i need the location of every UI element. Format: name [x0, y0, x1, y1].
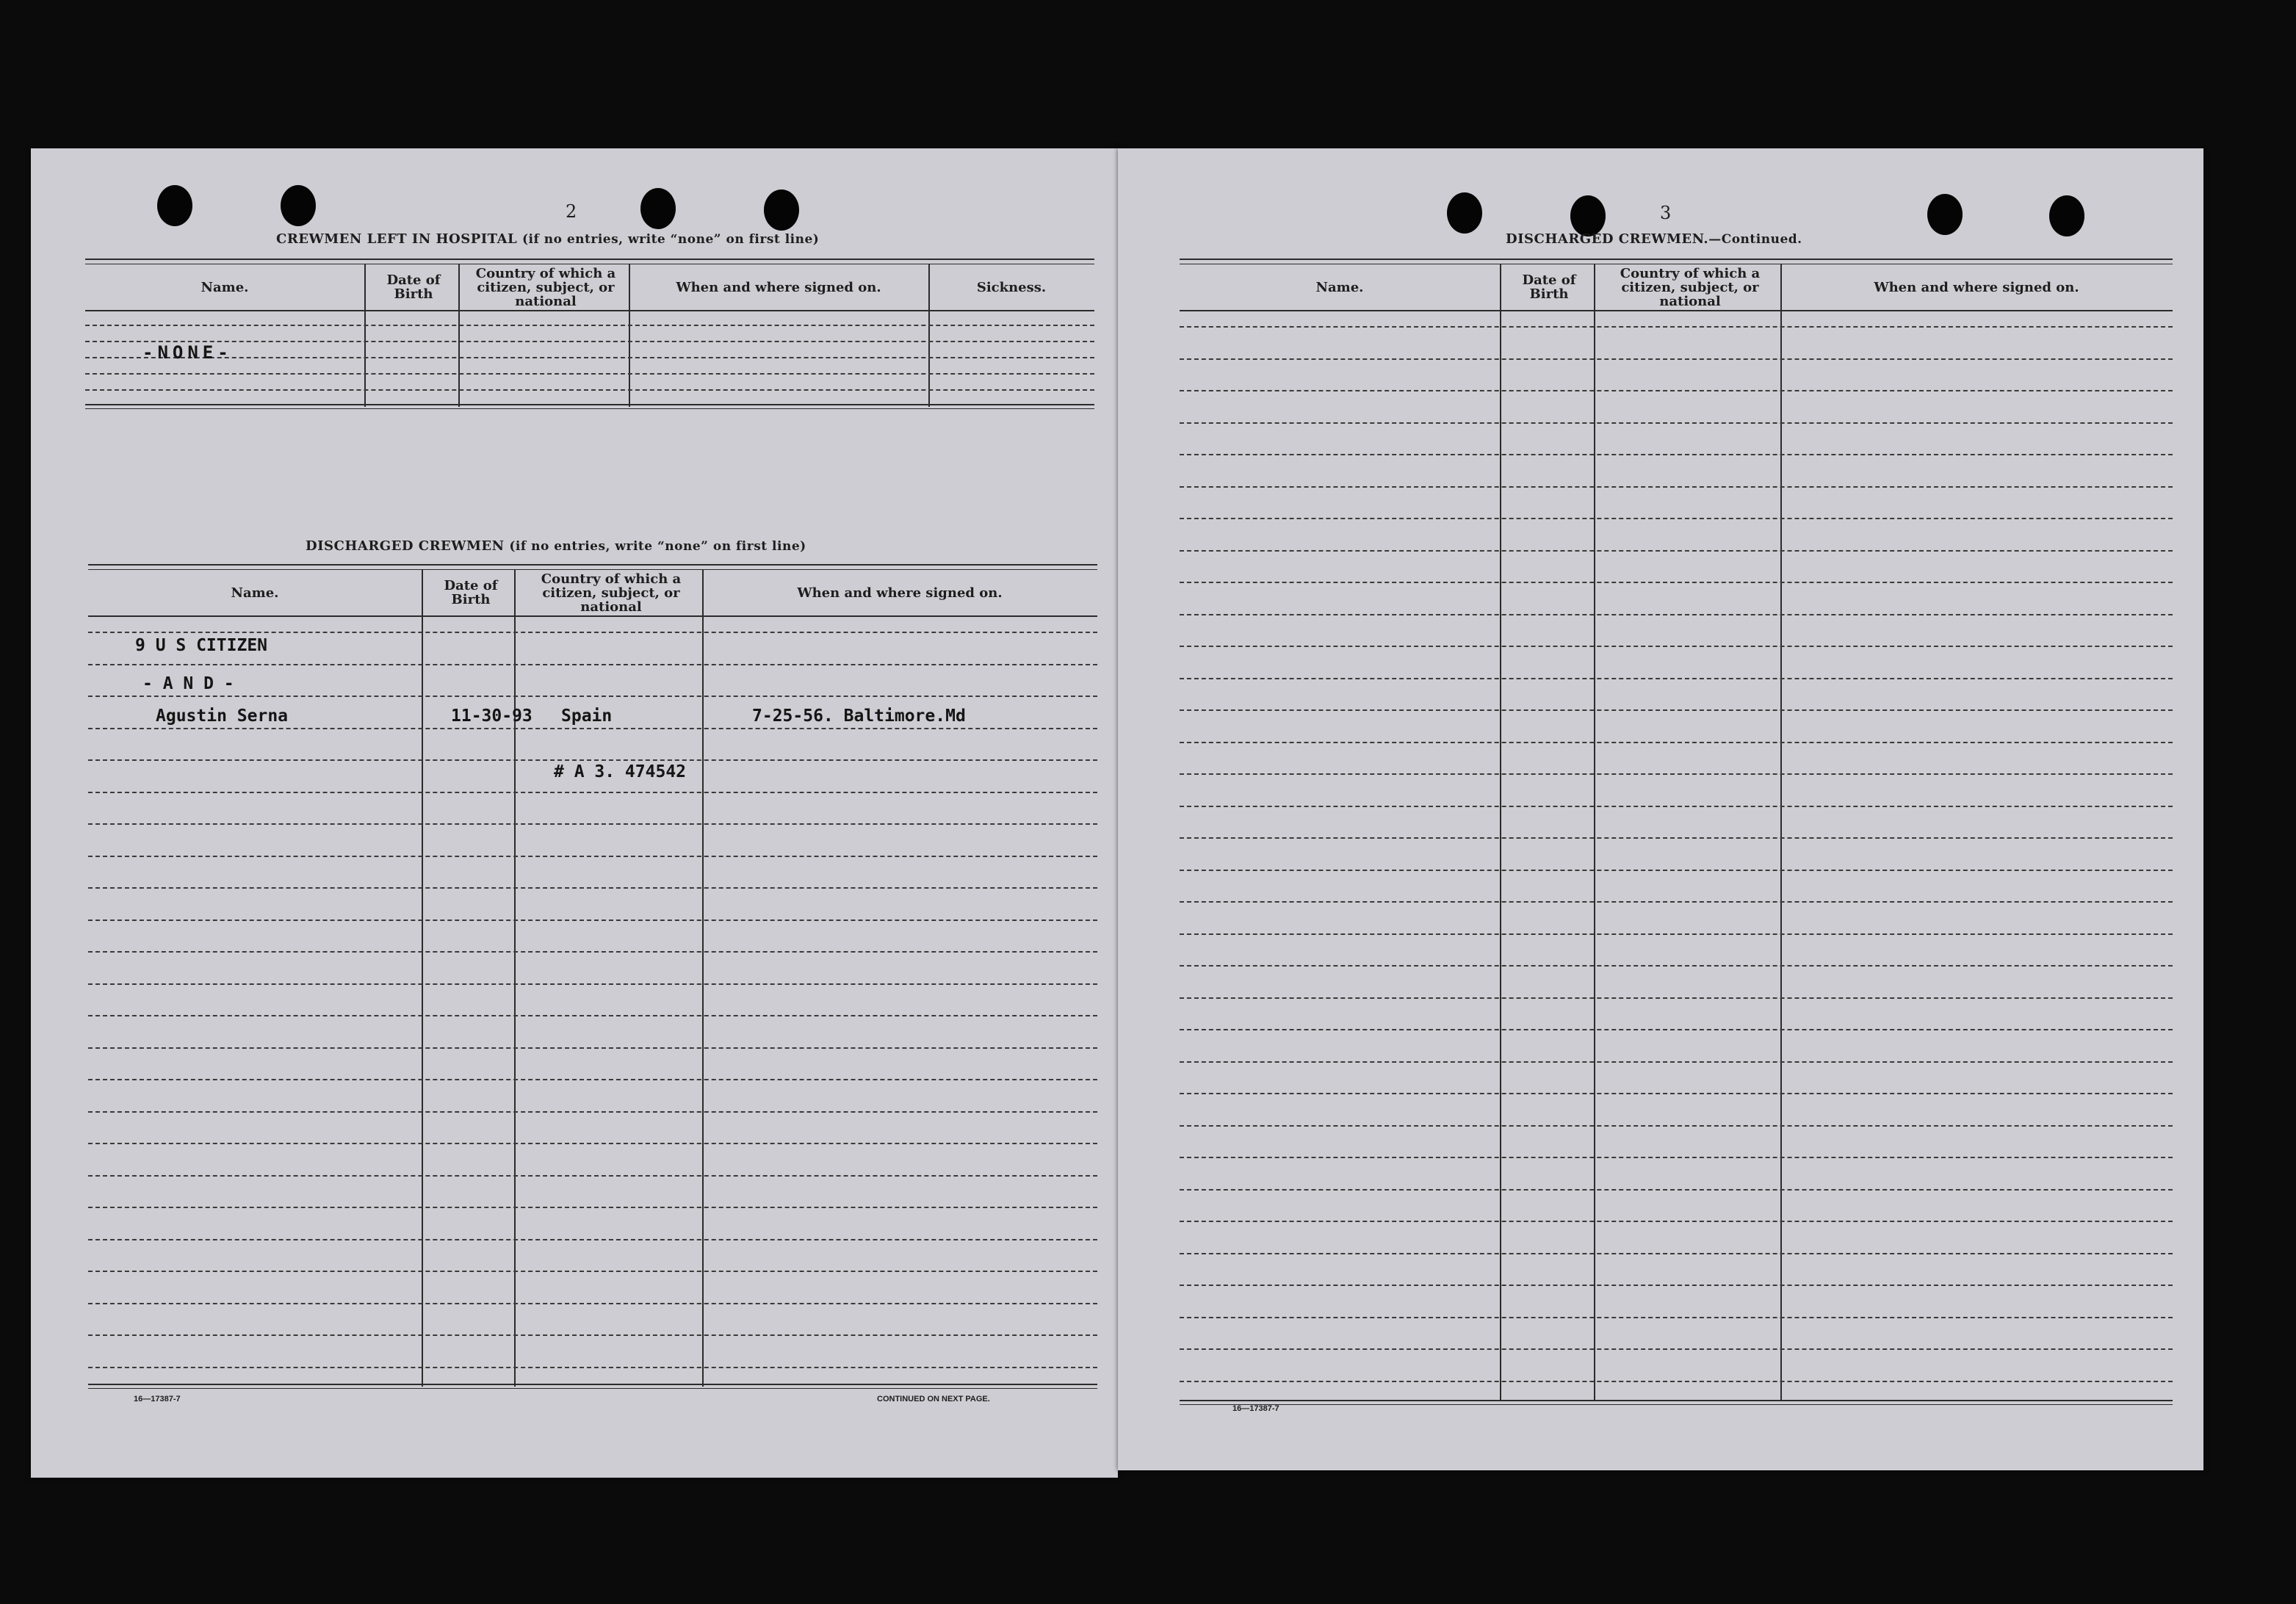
ruled-line — [88, 696, 1097, 697]
ruled-line — [88, 856, 1097, 857]
ruled-line — [88, 1111, 1097, 1113]
column-divider — [458, 264, 460, 407]
hospital-section-title — [276, 231, 819, 247]
discharged-continued-table — [1180, 259, 2173, 1404]
column-header-dob: Date of Birth — [1522, 272, 1576, 302]
punch-hole — [1927, 194, 1963, 235]
ruled-line — [1180, 1317, 2173, 1318]
ruled-line — [1180, 1029, 2173, 1030]
row-dob: 11-30-93 — [451, 707, 533, 726]
discharged-section-title — [306, 538, 806, 554]
ruled-line — [88, 759, 1097, 761]
ruled-line — [88, 1143, 1097, 1144]
top-rule — [85, 259, 1094, 264]
ruled-line — [1180, 1157, 2173, 1158]
page-number: 2 — [566, 201, 577, 222]
ruled-line — [88, 1367, 1097, 1368]
punch-hole — [1447, 192, 1482, 234]
column-header-country: Country of which a citizen, subject, or national — [541, 571, 682, 615]
ruled-line — [85, 373, 1094, 375]
ruled-line — [88, 1334, 1097, 1336]
punch-hole — [764, 189, 799, 231]
discharged-title-text: DISCHARGED CREWMEN — [306, 538, 505, 554]
column-header-name: Name. — [1315, 279, 1364, 295]
row-name: - A N D - — [142, 674, 234, 693]
ruled-line — [88, 920, 1097, 921]
column-header-signed-on: When and where signed on. — [797, 585, 1003, 601]
punch-hole — [2049, 195, 2084, 236]
ruled-line — [1180, 326, 2173, 328]
ruled-line — [1180, 773, 2173, 775]
ruled-line — [88, 951, 1097, 953]
ruled-line — [1180, 901, 2173, 903]
column-divider — [702, 570, 704, 1387]
ruled-line — [1180, 1253, 2173, 1254]
ruled-line — [1180, 1221, 2173, 1222]
hospital-table — [85, 259, 1094, 410]
column-header-signed-on: When and where signed on. — [676, 279, 881, 295]
ruled-line — [1180, 518, 2173, 519]
top-rule — [88, 564, 1097, 570]
ruled-line — [1180, 1285, 2173, 1286]
ruled-line — [1180, 582, 2173, 583]
ruled-line — [88, 1303, 1097, 1304]
ruled-line — [85, 389, 1094, 391]
ruled-line — [1180, 358, 2173, 360]
column-header-sickness: Sickness. — [976, 279, 1047, 295]
punch-hole — [640, 188, 676, 229]
bottom-rule — [1180, 1400, 2173, 1405]
ruled-line — [88, 1047, 1097, 1049]
ruled-line — [1180, 1061, 2173, 1063]
row-signed-on: 7-25-56. Baltimore.Md — [752, 707, 966, 726]
punch-hole — [157, 185, 192, 226]
page-number: 3 — [1660, 203, 1672, 223]
ruled-line — [88, 1015, 1097, 1016]
column-divider — [1780, 264, 1782, 1401]
ruled-line — [1180, 422, 2173, 424]
top-rule — [1180, 259, 2173, 264]
ruled-line — [1180, 997, 2173, 999]
column-header-signed-on: When and where signed on. — [1874, 279, 2079, 295]
ruled-line — [88, 1207, 1097, 1208]
ruled-line — [1180, 486, 2173, 488]
ruled-line — [88, 1079, 1097, 1080]
ruled-line — [1180, 1093, 2173, 1094]
header-rule — [85, 310, 1094, 311]
column-divider — [422, 570, 423, 1387]
ruled-line — [1180, 1348, 2173, 1350]
column-header-dob: Date of Birth — [386, 272, 441, 302]
discharged-title-note: (if no entries, write “none” on first line) — [509, 539, 806, 554]
ruled-line — [1180, 1381, 2173, 1382]
ruled-line — [88, 1239, 1097, 1240]
row-name: Agustin Serna — [156, 707, 289, 726]
column-divider — [1500, 264, 1501, 1401]
ruled-line — [1180, 678, 2173, 679]
continued-note: CONTINUED ON NEXT PAGE. — [877, 1395, 990, 1404]
ruled-line — [1180, 646, 2173, 647]
ruled-line — [1180, 390, 2173, 391]
header-rule — [88, 615, 1097, 617]
hospital-entry-none: -NONE- — [142, 342, 233, 363]
bottom-rule — [88, 1384, 1097, 1389]
form-number: 16—17387-7 — [1232, 1404, 1279, 1413]
ruled-line — [1180, 965, 2173, 967]
punch-hole — [1570, 195, 1606, 236]
ruled-line — [1180, 454, 2173, 455]
column-divider — [514, 570, 516, 1387]
left-page — [31, 148, 1118, 1478]
ruled-line — [1180, 742, 2173, 743]
hospital-title-text: CREWMEN LEFT IN HOSPITAL — [276, 231, 518, 247]
bottom-rule — [85, 404, 1094, 409]
ruled-line — [85, 357, 1094, 358]
ruled-line — [1180, 933, 2173, 935]
form-number: 16—17387-7 — [134, 1395, 181, 1404]
discharged-table — [88, 564, 1097, 1390]
ruled-line — [85, 341, 1094, 342]
ruled-line — [1180, 614, 2173, 615]
ruled-line — [1180, 709, 2173, 711]
punch-hole — [281, 185, 316, 226]
column-header-dob: Date of Birth — [444, 578, 498, 607]
ruled-line — [1180, 550, 2173, 552]
ruled-line — [88, 792, 1097, 793]
column-header-country: Country of which a citizen, subject, or national — [1620, 265, 1761, 309]
ruled-line — [88, 983, 1097, 985]
ruled-line — [85, 325, 1094, 326]
column-header-name: Name. — [201, 279, 249, 295]
ruled-line — [1180, 837, 2173, 839]
ruled-line — [88, 1175, 1097, 1177]
ruled-line — [1180, 806, 2173, 807]
column-divider — [364, 264, 366, 407]
ruled-line — [1180, 1125, 2173, 1127]
ruled-line — [88, 887, 1097, 889]
ruled-line — [88, 1271, 1097, 1272]
hospital-title-note: (if no entries, write “none” on first line) — [522, 232, 820, 247]
row-country: Spain — [561, 707, 613, 726]
right-page — [1118, 148, 2203, 1470]
ruled-line — [88, 632, 1097, 633]
header-rule — [1180, 310, 2173, 311]
right-title-text: DISCHARGED CREWMEN. — [1506, 231, 1709, 247]
right-section-title — [1506, 231, 1802, 247]
column-header-country: Country of which a citizen, subject, or national — [475, 265, 616, 309]
ruled-line — [1180, 1189, 2173, 1191]
ruled-line — [88, 823, 1097, 825]
ruled-line — [1180, 870, 2173, 871]
row-name: 9 U S CITIZEN — [135, 636, 268, 655]
row-alien-number: # A 3. 474542 — [554, 762, 687, 781]
ruled-line — [88, 664, 1097, 665]
right-title-suffix: —Continued. — [1708, 232, 1802, 247]
column-divider — [1594, 264, 1595, 1401]
column-header-name: Name. — [231, 585, 279, 601]
ruled-line — [88, 728, 1097, 729]
